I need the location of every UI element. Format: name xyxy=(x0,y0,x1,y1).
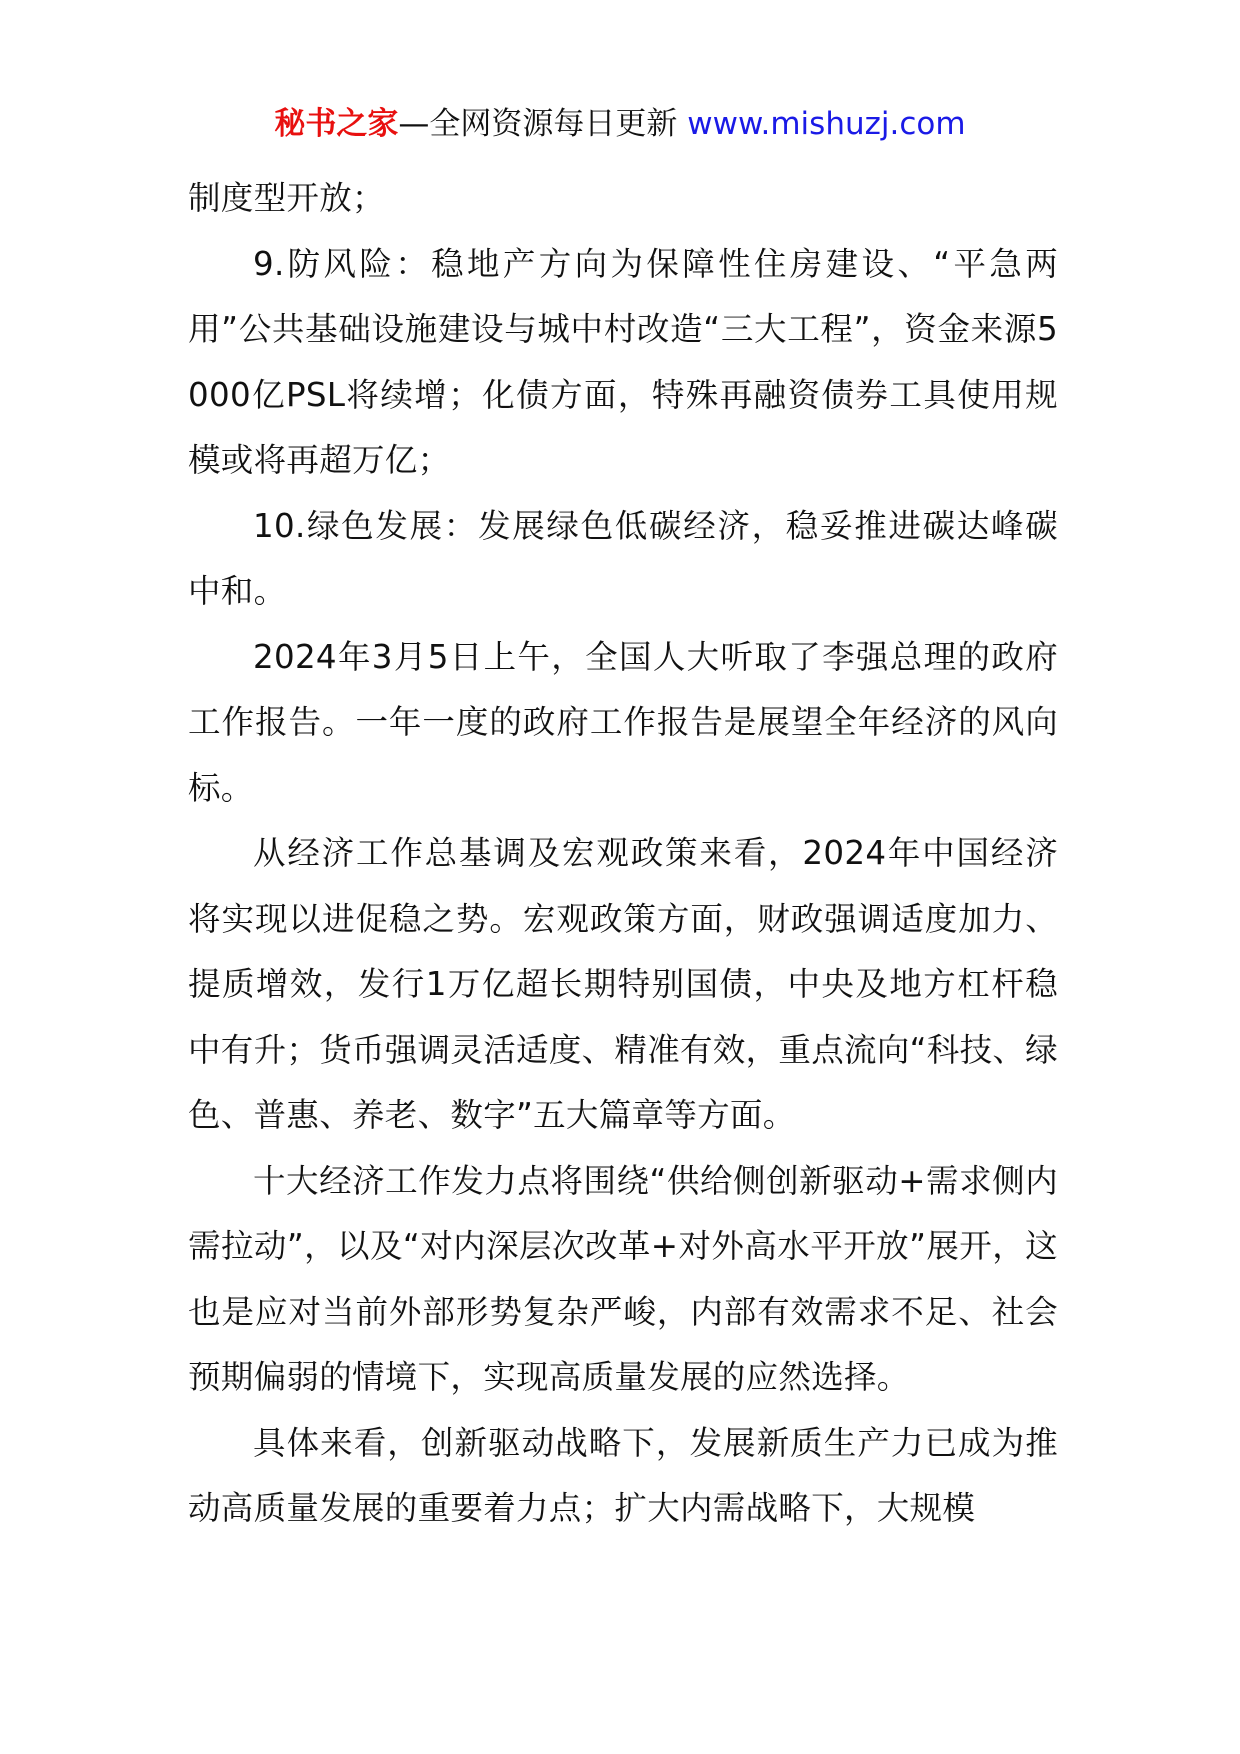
paragraph-macro-policy: 从经济工作总基调及宏观政策来看，2024年中国经济将实现以进促稳之势。宏观政策方面，财政强调适度加力、提质增效，发行1万亿超长期特别国债，中央及地方杠杆稳中有升；货币强调灵活适度、精准有效，重点流向“科技、绿色、普惠、养老、数字”五大篇章等方面。 xyxy=(188,834,1058,1134)
paragraph-risk-prevention: 9.防风险：稳地产方向为保障性住房建设、“平急两用”公共基础设施建设与城中村改造“三大工程”，资金来源5000亿PSL将续增；化债方面，特殊再融资债券工具使用规模或将再超万亿； xyxy=(188,244,1058,479)
document-body xyxy=(188,166,1058,1542)
header-url-link[interactable]: www.mishuzj.com xyxy=(687,106,966,142)
paragraph-continuation: 制度型开放； xyxy=(188,179,385,217)
paragraph-ten-focus-points: 十大经济工作发力点将围绕“供给侧创新驱动+需求侧内需拉动”，以及“对内深层次改革+对外高水平开放”展开，这也是应对当前外部形势复杂严峻，内部有效需求不足、社会预期偏弱的情境下，实现高质量发展的应然选择。 xyxy=(188,1161,1058,1396)
paragraph-green-development: 10.绿色发展：发展绿色低碳经济，稳妥推进碳达峰碳中和。 xyxy=(188,506,1058,610)
header-brand: 秘书之家 xyxy=(274,106,399,142)
paragraph-government-report: 2024年3月5日上午，全国人大听取了李强总理的政府工作报告。一年一度的政府工作报告是展望全年经济的风向标。 xyxy=(188,637,1058,807)
page-header xyxy=(0,102,1240,146)
paragraph-specifics: 具体来看，创新驱动战略下，发展新质生产力已成为推动高质量发展的重要着力点；扩大内需战略下，大规模 xyxy=(188,1423,1058,1527)
header-tagline: —全网资源每日更新 xyxy=(398,106,678,142)
